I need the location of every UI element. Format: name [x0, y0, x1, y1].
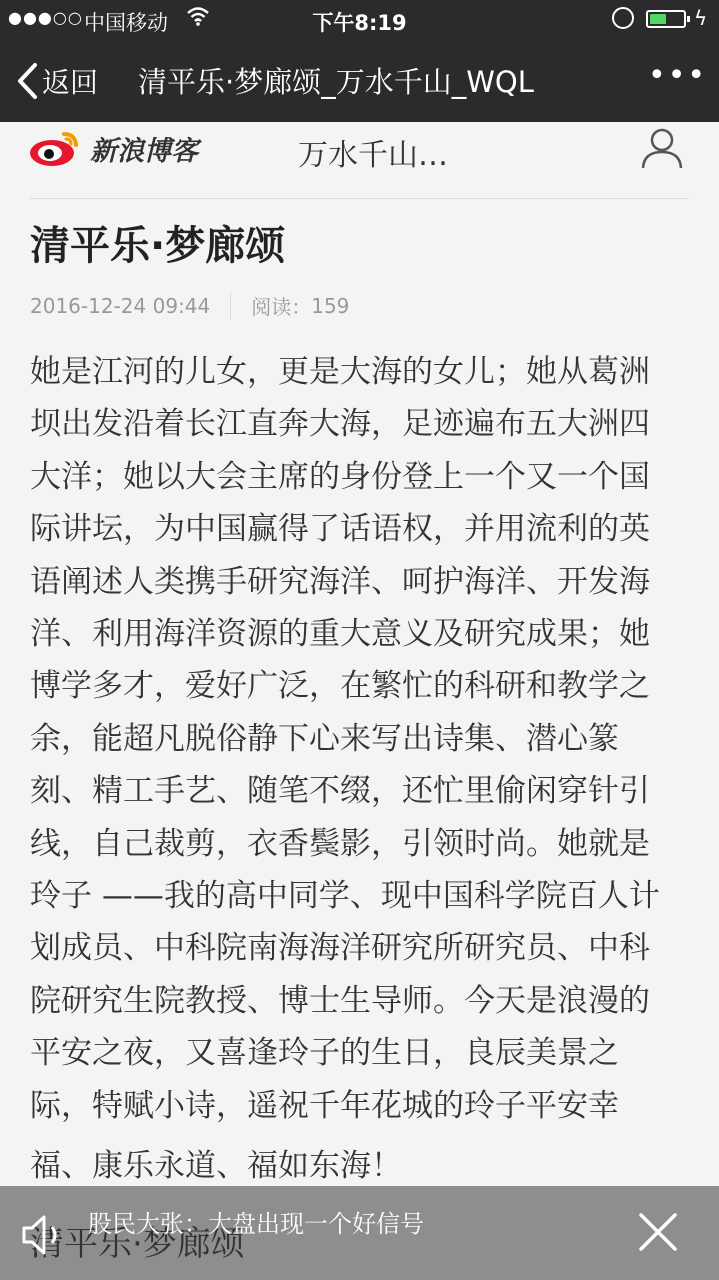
body-line: 她是江河的儿女，更是大海的女儿；她从葛洲 [30, 354, 650, 390]
battery-fill [650, 14, 666, 24]
chevron-left-icon [16, 62, 38, 100]
body-line: 际，特赋小诗，遥祝千年花城的玲子平安幸 [30, 1087, 619, 1124]
clock: 下午8:19 [312, 11, 407, 35]
read-label: 阅读： [251, 295, 312, 319]
audio-player-bar[interactable] [0, 1186, 719, 1280]
body-line: 玲子 ——我的高中同学、现中国科学院百人计 [30, 878, 660, 915]
speaker-icon [20, 1212, 66, 1258]
body-line: 洋、利用海洋资源的重大意义及研究成果；她 [30, 616, 650, 653]
sina-eye-logo-icon [28, 128, 82, 168]
body-line: 大洋；她以大会主席的身份登上一个又一个国 [30, 458, 650, 495]
publish-date: 2016-12-24 09:44 [30, 293, 211, 318]
navigation-bar [0, 40, 719, 122]
signal-strength-icon: ●●●○○ [8, 8, 83, 27]
body-line: 刻、精工手艺、随笔不缀，还忙里偷闲穿针引 [30, 773, 650, 810]
article-meta [30, 291, 349, 320]
charging-icon: ϟ [694, 6, 708, 30]
page-title: 清平乐·梦廊颂_万水千山_WQL [138, 65, 534, 99]
carrier-label: 中国移动 [84, 11, 168, 35]
underlying-heading: 清平乐·梦廊颂 [30, 1224, 245, 1264]
body-line: 线，自己裁剪，衣香鬓影，引领时尚。她就是 [30, 825, 650, 862]
body-line: 坝出发沿着长江直奔大海，足迹遍布五大洲四 [30, 406, 650, 443]
blog-name[interactable]: 万水千山… [298, 138, 448, 173]
close-button[interactable] [636, 1210, 680, 1258]
meta-divider [230, 292, 231, 320]
body-line: 划成员、中科院南海海洋研究所研究员、中科 [30, 930, 650, 967]
article-title: 清平乐·梦廊颂 [30, 223, 286, 269]
user-profile-button[interactable] [640, 126, 684, 174]
body-line: 语阐述人类携手研究海洋、呵护海洋、开发海 [30, 563, 650, 600]
more-options-button[interactable]: ••• [648, 58, 708, 93]
battery-tip [687, 16, 690, 22]
now-playing-title[interactable]: 股民大张：大盘出现一个好信号 [88, 1210, 424, 1238]
rotation-lock-icon [612, 7, 634, 29]
battery-icon [646, 10, 686, 28]
user-icon [640, 126, 684, 170]
read-count: 159 [311, 293, 350, 318]
sina-blog-logo[interactable] [28, 128, 198, 168]
blog-header [0, 122, 719, 200]
close-icon [636, 1210, 680, 1254]
article-body [30, 346, 694, 1193]
back-label: 返回 [42, 66, 99, 99]
body-line: 余，能超凡脱俗静下心来写出诗集、潜心篆 [30, 720, 619, 757]
header-divider [30, 198, 689, 199]
body-line: 平安之夜，又喜逢玲子的生日，良辰美景之 [30, 1035, 619, 1072]
status-bar [0, 0, 719, 40]
body-line: 福、康乐永道、福如东海！ [30, 1148, 402, 1185]
body-line: 博学多才，爱好广泛，在繁忙的科研和教学之 [30, 668, 650, 705]
brand-name: 新浪博客 [90, 135, 198, 167]
back-button[interactable] [16, 58, 98, 104]
body-line: 院研究生院教授、博士生导师。今天是浪漫的 [30, 982, 650, 1019]
speaker-button[interactable] [20, 1212, 66, 1262]
body-line: 际讲坛，为中国赢得了话语权，并用流利的英 [30, 511, 650, 548]
